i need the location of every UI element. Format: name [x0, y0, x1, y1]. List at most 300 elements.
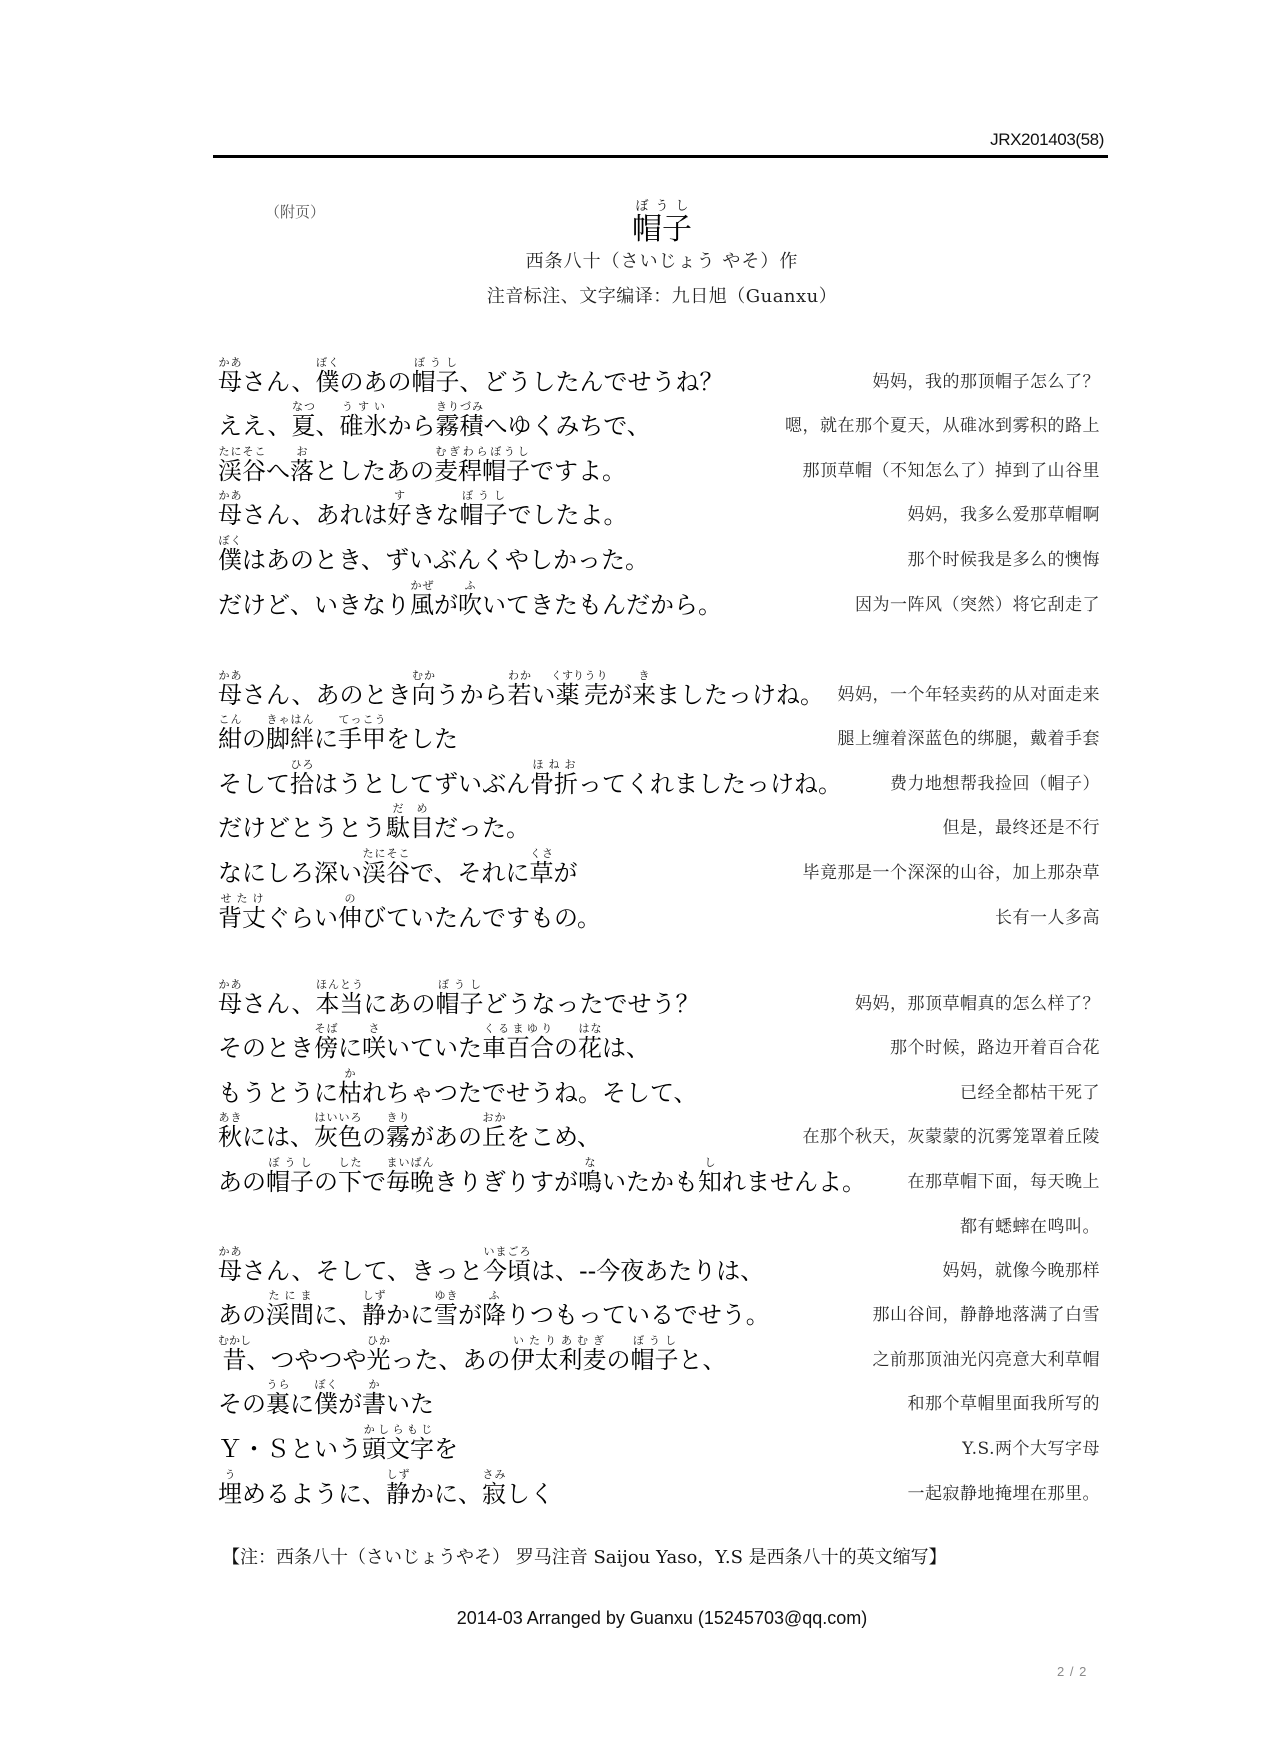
chinese-translation: 都有蟋蟀在鸣叫。	[960, 1216, 1100, 1237]
japanese-text	[218, 489, 627, 528]
text-segment: った、あの	[390, 1345, 511, 1374]
ruby-base: 母	[218, 680, 242, 709]
ruby-reading: さ	[362, 1022, 386, 1036]
chinese-translation: 毕竟那是一个深深的山谷，加上那杂草	[802, 862, 1100, 883]
ruby-word	[218, 1111, 242, 1152]
ruby-word	[550, 668, 584, 709]
ruby-reading: の	[338, 891, 362, 905]
ruby-base: 霧積	[435, 412, 484, 441]
ruby-base: 渓谷	[218, 456, 266, 485]
ruby-base: 秋	[218, 1123, 242, 1152]
ruby-reading: うすい	[339, 400, 388, 414]
japanese-text	[218, 445, 626, 484]
text-segment: その	[218, 1390, 266, 1419]
ruby-word	[315, 977, 364, 1018]
text-segment: へ	[266, 456, 290, 485]
ruby-reading: しず	[362, 1289, 386, 1303]
ruby-base: 薬	[550, 680, 584, 709]
ruby-base: 骨折	[530, 769, 578, 798]
ruby-base: 碓氷	[339, 412, 388, 441]
ruby-base: 伸	[338, 903, 362, 932]
ruby-word	[314, 1378, 338, 1419]
text-segment: に、	[314, 1301, 362, 1330]
text-segment: りつもっているでせう。	[506, 1301, 770, 1330]
ruby-word	[291, 400, 316, 441]
poem-line	[218, 669, 1100, 714]
ruby-word	[366, 1333, 391, 1374]
chinese-translation: 长有一人多高	[995, 907, 1100, 928]
ruby-reading: まいばん	[386, 1155, 434, 1169]
text-segment: そして	[218, 769, 290, 798]
text-segment: いていた	[386, 1034, 482, 1063]
text-segment: が	[607, 680, 632, 709]
text-segment: には、	[242, 1123, 314, 1152]
ruby-word	[338, 891, 362, 932]
stanza	[218, 1245, 1100, 1513]
poem-line	[218, 1468, 1100, 1513]
chinese-translation: 那个时候我是多么的懊悔	[907, 549, 1100, 570]
ruby-reading: ほねお	[530, 757, 578, 771]
text-segment: に	[338, 1034, 362, 1063]
text-segment: はうとしてずいぶん	[314, 769, 530, 798]
text-segment: で、それに	[410, 858, 530, 887]
ruby-base: 静	[386, 1479, 410, 1508]
poem-line	[218, 445, 1100, 490]
chinese-translation: 一起寂静地掩埋在那里。	[907, 1483, 1100, 1504]
ruby-base: 紺	[218, 725, 242, 754]
ruby-base: 売	[583, 680, 608, 709]
ruby-reading: かあ	[218, 489, 242, 503]
ruby-base: 光	[366, 1345, 391, 1374]
ruby-base: 降	[482, 1301, 506, 1330]
poem-line	[218, 1201, 1100, 1246]
ruby-word	[362, 1289, 386, 1330]
ruby-base: 本当	[315, 989, 364, 1018]
ruby-base: 背丈	[218, 903, 266, 932]
chinese-translation: 妈妈，我的那顶帽子怎么了？	[872, 371, 1100, 392]
poem-line	[218, 758, 1100, 803]
japanese-text	[218, 1111, 601, 1150]
poem-line	[218, 1245, 1100, 1290]
ruby-word	[362, 1422, 434, 1463]
arranged-by-footer: 2014-03 Arranged by Guanxu (15245703@qq.com)	[456, 1608, 868, 1628]
text-segment: なにしろ深い	[218, 858, 362, 887]
chinese-translation: 已经全都枯干死了	[960, 1082, 1100, 1103]
ruby-base: 丘	[482, 1123, 506, 1152]
ruby-reading: かぜ	[410, 578, 434, 592]
text-segment: をこめ、	[506, 1123, 602, 1152]
ruby-base: 頭文字	[362, 1434, 434, 1463]
ruby-reading: たにそこ	[218, 444, 266, 458]
ruby-word	[698, 1155, 722, 1196]
ruby-base: 草	[529, 858, 554, 887]
ruby-reading: ぼうし	[411, 355, 460, 369]
text-segment: ってくれましたっけね。	[578, 769, 842, 798]
poem-line	[218, 1423, 1100, 1468]
ruby-base: 母	[218, 501, 242, 530]
author-line: 西条八十（さいじょう やそ）作	[525, 251, 799, 272]
text-segment: だった。	[434, 814, 530, 843]
document-code: JRX201403(58)	[990, 130, 1104, 149]
text-segment: ぐらい	[266, 903, 338, 932]
text-segment: と、	[678, 1345, 727, 1374]
ruby-base: 駄目	[386, 814, 434, 843]
ruby-reading: さみ	[482, 1467, 506, 1481]
text-segment: があの	[410, 1123, 482, 1152]
text-segment: は、--今夜あたりは、	[530, 1256, 765, 1285]
chinese-translation: Y.S.两个大写字母	[962, 1438, 1100, 1459]
stanza	[218, 356, 1100, 624]
ruby-word	[266, 1289, 314, 1330]
ruby-word	[218, 489, 242, 530]
text-segment: だけどとうとう	[218, 814, 386, 843]
chinese-translation: 费力地想帮我捡回（帽子）	[890, 773, 1100, 794]
ruby-word	[218, 355, 242, 396]
ruby-word	[410, 578, 434, 619]
ruby-word	[362, 846, 410, 887]
ruby-reading: せたけ	[218, 891, 266, 905]
text-segment: の	[314, 1167, 338, 1196]
ruby-reading: かあ	[218, 1244, 242, 1258]
ruby-reading: ふ	[482, 1289, 506, 1303]
ruby-word	[218, 891, 266, 932]
chinese-translation: 妈妈，那顶草帽真的怎么样了？	[855, 993, 1100, 1014]
ruby-word	[529, 846, 554, 887]
japanese-text	[218, 892, 601, 931]
ruby-base: 帽子	[411, 367, 460, 396]
text-segment: が	[553, 858, 578, 887]
text-segment: が	[338, 1390, 362, 1419]
chinese-translation: 妈妈，就像今晚那样	[942, 1260, 1100, 1281]
ruby-reading: ぼく	[314, 1378, 338, 1392]
ruby-word	[482, 1022, 554, 1063]
ruby-word	[434, 444, 530, 485]
ruby-word	[314, 1022, 338, 1063]
ruby-base: 帽子	[435, 989, 484, 1018]
ruby-reading: はいいろ	[314, 1111, 362, 1125]
poem-line	[218, 1334, 1100, 1379]
text-segment: 、つやつや	[246, 1345, 367, 1374]
ruby-base: 枯	[338, 1078, 362, 1107]
ruby-word	[434, 1289, 458, 1330]
ruby-word	[435, 977, 484, 1018]
poem-line	[218, 401, 1100, 446]
poem-line	[218, 803, 1100, 848]
chinese-translation: 妈妈，我多么爱那草帽啊	[907, 505, 1100, 526]
chinese-translation: 腿上缠着深蓝色的绑腿，戴着手套	[837, 729, 1100, 750]
chinese-translation: 在那草帽下面，每天晚上	[907, 1171, 1100, 1192]
title-text: 帽子	[632, 212, 692, 247]
text-segment: あの	[218, 1167, 266, 1196]
ruby-base: 拾	[290, 769, 314, 798]
text-segment: めるように、	[242, 1479, 386, 1508]
japanese-text	[218, 1067, 698, 1106]
ruby-base: 車百合	[482, 1034, 554, 1063]
ruby-base: 咲	[362, 1034, 386, 1063]
text-segment: の	[554, 1034, 578, 1063]
poem-line	[218, 534, 1100, 579]
text-segment: いたかも	[602, 1167, 698, 1196]
ruby-word	[218, 1333, 251, 1374]
text-segment: はあのとき、ずいぶんくやしかった。	[242, 545, 650, 574]
ruby-reading: ぼうし	[459, 489, 508, 503]
ruby-base: 伊太利麦	[510, 1345, 607, 1374]
ruby-word	[218, 713, 242, 754]
poem-line	[218, 356, 1100, 401]
ruby-base: 灰色	[314, 1123, 362, 1152]
ruby-base: 若	[507, 680, 532, 709]
text-segment: のあの	[339, 367, 412, 396]
text-segment: そのとき	[218, 1034, 314, 1063]
ruby-word	[386, 802, 434, 843]
text-segment: さん、	[242, 989, 316, 1018]
ruby-word	[507, 668, 532, 709]
japanese-text	[218, 669, 824, 708]
ruby-reading: あき	[218, 1111, 242, 1125]
text-segment: にあの	[363, 989, 436, 1018]
ruby-word	[386, 1467, 410, 1508]
poem-line	[218, 1112, 1100, 1157]
text-segment: に	[290, 1390, 314, 1419]
ruby-base: 今頃	[482, 1256, 531, 1285]
chinese-translation: 但是，最终还是不行	[942, 818, 1100, 839]
ruby-word	[338, 1155, 362, 1196]
text-segment: い	[531, 680, 556, 709]
text-segment: いた	[386, 1390, 434, 1419]
ruby-word	[362, 1378, 386, 1419]
ruby-word	[386, 1155, 434, 1196]
ruby-reading: いまごろ	[482, 1244, 531, 1258]
ruby-base: 母	[218, 367, 242, 396]
ruby-base: 帽子	[266, 1167, 314, 1196]
ruby-word	[266, 1155, 314, 1196]
stanza	[218, 669, 1100, 937]
text-segment: をした	[386, 725, 458, 754]
ruby-base: 花	[578, 1034, 602, 1063]
japanese-text	[218, 1245, 764, 1284]
text-segment: の	[242, 725, 266, 754]
japanese-text	[218, 847, 578, 886]
ruby-base: 向	[411, 680, 436, 709]
ruby-word	[435, 400, 484, 441]
ruby-reading: こん	[218, 713, 242, 727]
text-segment: さん、	[242, 367, 316, 396]
text-segment: に	[314, 725, 338, 754]
ruby-reading: くすり	[550, 668, 584, 682]
text-segment: かに	[386, 1301, 434, 1330]
ruby-word	[578, 1022, 602, 1063]
ruby-reading: かあ	[218, 355, 242, 369]
ruby-reading: きり	[386, 1111, 410, 1125]
ruby-base: 夏	[291, 412, 316, 441]
text-segment: でしたよ。	[507, 501, 628, 530]
page-number: 2 / 2	[1057, 1664, 1088, 1679]
ruby-reading: かしらもじ	[362, 1422, 434, 1436]
ruby-word	[218, 977, 242, 1018]
poem-body	[218, 0, 1100, 1744]
ruby-base: 鳴	[578, 1167, 602, 1196]
text-segment: ましたっけね。	[655, 680, 824, 709]
ruby-word	[362, 1022, 386, 1063]
text-segment: あの	[218, 1301, 266, 1330]
japanese-text	[218, 1378, 434, 1417]
text-segment: としたあの	[314, 456, 434, 485]
ruby-base: 渓谷	[362, 858, 410, 887]
ruby-base: 手甲	[338, 725, 386, 754]
ruby-word	[386, 1111, 410, 1152]
text-segment: れちゃつたでせうね。そして、	[362, 1078, 698, 1107]
chinese-translation: 那顶草帽（不知怎么了）掉到了山谷里	[802, 460, 1100, 481]
text-segment: を	[434, 1434, 458, 1463]
text-segment: へゆくみちで、	[483, 412, 651, 441]
ruby-word	[218, 1244, 242, 1285]
ruby-reading: うり	[583, 668, 608, 682]
ruby-base: 雪	[434, 1301, 458, 1330]
japanese-text	[218, 356, 723, 395]
ruby-base: 風	[410, 590, 434, 619]
ruby-word	[315, 355, 340, 396]
text-segment: ですよ。	[530, 456, 626, 485]
ruby-reading: おか	[482, 1111, 506, 1125]
ruby-base: 脚絆	[266, 725, 314, 754]
ruby-word	[482, 1111, 506, 1152]
ruby-word	[290, 757, 314, 798]
ruby-reading: むかし	[218, 1333, 251, 1347]
text-segment: もうとうに	[218, 1078, 338, 1107]
ruby-reading: ほんとう	[315, 977, 364, 991]
japanese-text	[218, 802, 530, 841]
text-segment: どうなったでせう？	[483, 989, 700, 1018]
ruby-base: 昔	[218, 1345, 251, 1374]
chinese-translation: 嗯，就在那个夏天，从碓冰到雾积的路上	[785, 416, 1100, 437]
appendix-label: （附页）	[265, 203, 326, 221]
ruby-word	[314, 1111, 362, 1152]
ruby-reading: す	[387, 489, 412, 503]
ruby-reading: むぎわらぼうし	[434, 444, 530, 458]
ruby-reading: なつ	[291, 400, 316, 414]
ruby-reading: う	[218, 1467, 242, 1481]
ruby-reading: たにそこ	[362, 846, 410, 860]
ruby-reading: ぼうし	[266, 1155, 314, 1169]
text-segment: の	[606, 1345, 631, 1374]
poem-line	[218, 1156, 1100, 1201]
ruby-reading: な	[578, 1155, 602, 1169]
ruby-word	[338, 1066, 362, 1107]
text-segment: うから	[435, 680, 508, 709]
text-segment: きな	[411, 501, 460, 530]
japanese-text	[218, 713, 458, 752]
japanese-text	[218, 1156, 866, 1195]
text-segment: 、どうしたんでせうね？	[459, 367, 724, 396]
ruby-reading: お	[290, 444, 314, 458]
poem-line	[218, 847, 1100, 892]
ruby-reading: てっこう	[338, 713, 386, 727]
ruby-word	[482, 1244, 531, 1285]
ruby-word	[530, 757, 578, 798]
ruby-reading: かあ	[218, 977, 242, 991]
poem-line	[218, 892, 1100, 937]
stanza	[218, 978, 1100, 1246]
ruby-reading: ぼうし	[630, 1333, 679, 1347]
ruby-reading: そば	[314, 1022, 338, 1036]
ruby-reading: ゆき	[434, 1289, 458, 1303]
ruby-word	[290, 444, 314, 485]
ruby-base: 裏	[266, 1390, 290, 1419]
text-segment: びていたんですもの。	[362, 903, 602, 932]
ruby-reading: いたりあむぎ	[510, 1333, 607, 1347]
footnote: 【注：西条八十（さいじょうやそ） 罗马注音 Saijou Yaso，Y.S 是西条八十的英文缩写】	[222, 1547, 947, 1568]
ruby-word	[459, 489, 508, 530]
chinese-translation: 因为一阵风（突然）将它刮走了	[855, 594, 1100, 615]
chinese-translation: 妈妈，一个年轻卖药的从对面走来	[837, 684, 1100, 705]
ruby-reading: した	[338, 1155, 362, 1169]
ruby-reading: くさ	[529, 846, 554, 860]
poem-line	[218, 1290, 1100, 1335]
text-segment: いてきたもんだから。	[482, 590, 722, 619]
ruby-reading: ぼく	[315, 355, 340, 369]
ruby-base: 僕	[314, 1390, 338, 1419]
poem-line	[218, 1379, 1100, 1424]
ruby-base: 寂	[482, 1479, 506, 1508]
ruby-word	[387, 489, 412, 530]
text-segment: Ｙ・Ｓという	[218, 1434, 362, 1463]
ruby-word	[510, 1333, 607, 1374]
ruby-reading: き	[631, 668, 656, 682]
text-segment: から	[387, 412, 436, 441]
ruby-word	[482, 1467, 506, 1508]
text-segment: 、	[315, 412, 340, 441]
poem-line	[218, 579, 1100, 624]
ruby-base: 帽子	[459, 501, 508, 530]
japanese-text	[218, 1423, 458, 1462]
ruby-base: 母	[218, 1256, 242, 1285]
ruby-reading: ひか	[366, 1333, 391, 1347]
credits-line: 注音标注、文字编译：九日旭（Guanxu）	[486, 286, 838, 307]
ruby-reading: か	[338, 1066, 362, 1080]
poem-line	[218, 490, 1100, 535]
ruby-reading: ぼうし	[435, 977, 484, 991]
text-segment: だけど、いきなり	[218, 590, 410, 619]
ruby-word	[266, 713, 314, 754]
ruby-word	[411, 355, 460, 396]
ruby-base: 傍	[314, 1034, 338, 1063]
text-segment: きりぎりすが	[434, 1167, 578, 1196]
japanese-text	[218, 579, 722, 618]
ruby-base: 吹	[458, 590, 482, 619]
text-segment: さん、そして、きっと	[242, 1256, 483, 1285]
ruby-word	[578, 1155, 602, 1196]
chinese-translation: 在那个秋天，灰蒙蒙的沉雾笼罩着丘陵	[802, 1127, 1100, 1148]
chinese-translation: 那个时候，路边开着百合花	[890, 1038, 1100, 1059]
title-reading: ぼうし	[632, 199, 692, 214]
ruby-reading: だめ	[386, 802, 434, 816]
poem-line	[218, 1023, 1100, 1068]
japanese-text	[218, 1022, 650, 1061]
ruby-reading: か	[362, 1378, 386, 1392]
ruby-word	[218, 1467, 242, 1508]
ruby-reading: くるまゆり	[482, 1022, 554, 1036]
ruby-reading: きりづみ	[435, 400, 484, 414]
ruby-base: 下	[338, 1167, 362, 1196]
ruby-word	[218, 444, 266, 485]
ruby-reading: しず	[386, 1467, 410, 1481]
text-segment: の	[362, 1123, 386, 1152]
chinese-translation: 和那个草帽里面我所写的	[907, 1394, 1100, 1415]
ruby-word	[458, 578, 482, 619]
japanese-text	[218, 758, 842, 797]
text-segment: しく	[506, 1479, 554, 1508]
ruby-base: 毎晩	[386, 1167, 434, 1196]
